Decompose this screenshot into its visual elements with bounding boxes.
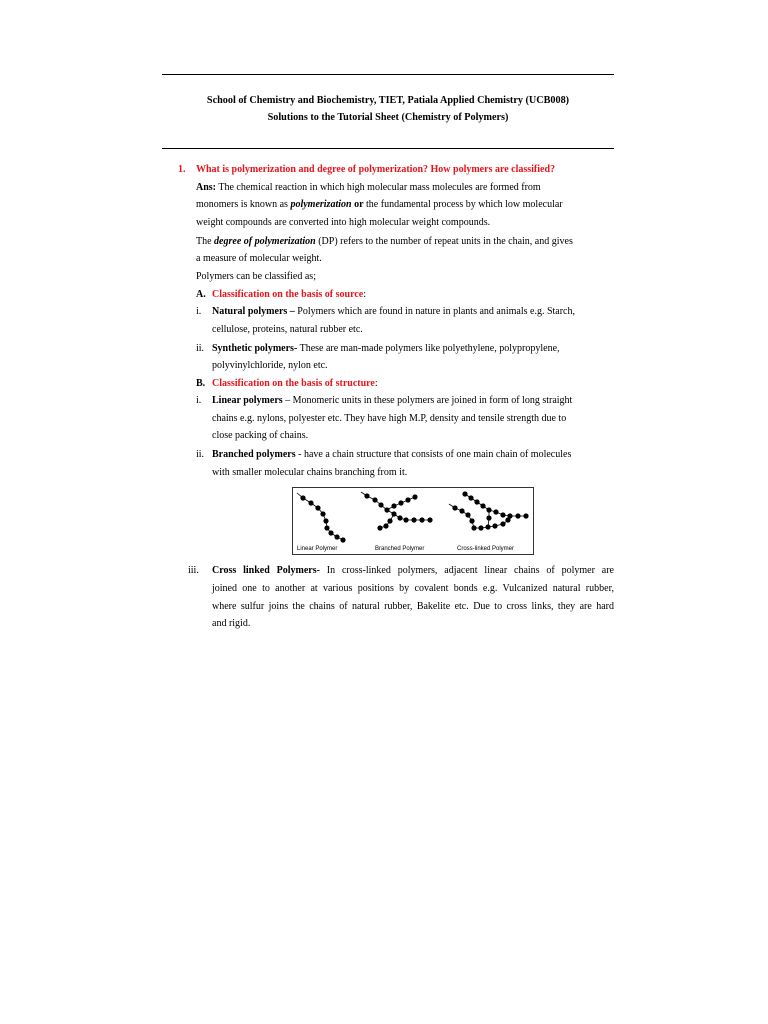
answer-text-1: The chemical reaction in which high molecular mass molecules are formed from — [216, 182, 541, 193]
section-b-label: B. — [196, 378, 206, 389]
b-i-line-2: chains e.g. nylons, polyester etc. They have high M.P, density and tensile strength due to — [212, 413, 567, 424]
question-text: What is polymerization and degree of polymerization? How polymers are classified? — [196, 164, 556, 175]
header-bottom-rule — [162, 148, 614, 149]
answer-text-2a: monomers is known as — [196, 199, 291, 210]
answer-text-2d: the fundamental process by which low molecular — [363, 199, 563, 210]
monomer-unit — [500, 521, 505, 526]
answer-line-1 — [196, 182, 541, 194]
b-ii-line-1 — [212, 449, 571, 461]
term-cross-linked-polymers: Cross linked Polymers- — [212, 565, 320, 576]
monomer-unit — [384, 507, 389, 512]
top-rule — [162, 74, 614, 75]
monomer-units — [300, 491, 528, 542]
b-i-line-3: close packing of chains. — [212, 430, 309, 441]
b-i-text-1: – Monomeric units in these polymers are joined in form of long straight — [282, 395, 573, 406]
section-a-label: A. — [196, 289, 206, 300]
a-ii-line-1 — [212, 343, 560, 355]
monomer-unit — [515, 513, 520, 518]
question-number: 1. — [178, 164, 186, 175]
b-ii-line-2: with smaller molecular chains branching from it. — [212, 467, 408, 478]
monomer-unit — [405, 497, 410, 502]
monomer-unit — [469, 518, 474, 523]
section-b-title: Classification on the basis of structure — [212, 378, 375, 389]
b-iii-text-1: In cross-linked polymers, adjacent linear chains of polymer are — [319, 565, 614, 576]
section-b-heading — [212, 378, 378, 390]
monomer-unit — [412, 494, 417, 499]
section-b-colon: : — [374, 378, 378, 389]
monomer-unit — [377, 525, 382, 530]
monomer-unit — [411, 517, 416, 522]
answer-line-2 — [196, 199, 563, 211]
monomer-unit — [323, 518, 328, 523]
caption-linear-polymer: Linear Polymer — [297, 546, 338, 552]
b-iii-line-3: where sulfur joins the chains of natural rubber, Bakelite etc. Due to cross links, they are hard — [212, 601, 614, 612]
dp-line-1 — [196, 236, 573, 248]
b-iii-line-1 — [212, 565, 614, 577]
term-degree-of-polymerization: degree of polymerization — [214, 236, 316, 247]
term-polymerization: polymerization — [290, 199, 352, 210]
dp-text-a: The — [196, 236, 215, 247]
monomer-unit — [328, 530, 333, 535]
a-i-text-1: Polymers which are found in nature in plants and animals e.g. Starch, — [294, 306, 575, 317]
monomer-unit — [523, 513, 528, 518]
monomer-unit — [500, 512, 505, 517]
section-a-title: Classification on the basis of source — [212, 289, 364, 300]
section-a-colon: : — [363, 289, 366, 300]
caption-branched-polymer: Branched Polymer — [375, 546, 425, 552]
monomer-unit — [468, 495, 473, 500]
b-iii-line-2: joined one to another at various positions by covalent bonds e.g. Vulcanized natural rubber, — [212, 583, 614, 594]
a-i-number: i. — [196, 306, 202, 317]
monomer-unit — [315, 505, 320, 510]
monomer-unit — [398, 500, 403, 505]
monomer-unit — [486, 507, 491, 512]
caption-cross-linked-polymer: Cross-linked Polymer — [457, 546, 515, 552]
monomer-unit — [485, 524, 490, 529]
a-ii-number: ii. — [196, 343, 205, 354]
classified-line: Polymers can be classified as; — [196, 271, 316, 282]
answer-label: Ans: — [196, 182, 217, 193]
b-ii-number: ii. — [196, 449, 205, 460]
monomer-unit — [387, 518, 392, 523]
monomer-unit — [419, 517, 424, 522]
term-branched-polymers: Branched polymers — [212, 449, 296, 460]
monomer-unit — [383, 523, 388, 528]
dp-line-2: a measure of molecular weight. — [196, 253, 322, 264]
monomer-unit — [505, 517, 510, 522]
monomer-unit — [372, 497, 377, 502]
header-line-1: School of Chemistry and Biochemistry, TIET, Patiala Applied Chemistry (UCB008) — [206, 95, 570, 106]
term-linear-polymers: Linear polymers — [212, 395, 283, 406]
term-natural-polymers: Natural polymers – — [212, 306, 295, 317]
bond-lines — [303, 494, 526, 540]
a-ii-text-1: These are man-made polymers like polyethylene, polypropylene, — [297, 343, 560, 354]
term-synthetic-polymers: Synthetic polymers- — [212, 343, 298, 354]
monomer-unit — [391, 503, 396, 508]
monomer-unit — [397, 515, 402, 520]
monomer-unit — [340, 537, 345, 542]
monomer-unit — [459, 508, 464, 513]
a-i-line-1 — [212, 306, 575, 318]
monomer-unit — [324, 525, 329, 530]
a-ii-line-2: polyvinylchloride, nylon etc. — [212, 360, 328, 371]
monomer-unit — [391, 511, 396, 516]
b-i-line-1 — [212, 395, 572, 407]
monomer-unit — [320, 511, 325, 516]
b-i-number: i. — [196, 395, 202, 406]
monomer-unit — [427, 517, 432, 522]
monomer-unit — [478, 525, 483, 530]
monomer-unit — [474, 499, 479, 504]
monomer-unit — [480, 503, 485, 508]
polymer-structures-figure — [292, 487, 534, 555]
monomer-unit — [492, 523, 497, 528]
answer-or: or — [351, 199, 364, 210]
monomer-unit — [465, 512, 470, 517]
monomer-unit — [308, 500, 313, 505]
b-ii-text-1: - have a chain structure that consists of one main chain of molecules — [295, 449, 572, 460]
answer-line-3: weight compounds are converted into high molecular weight compounds. — [196, 217, 491, 228]
header-line-2: Solutions to the Tutorial Sheet (Chemistry of Polymers) — [267, 112, 509, 123]
section-a-heading — [212, 289, 366, 301]
monomer-unit — [378, 502, 383, 507]
monomer-unit — [486, 515, 491, 520]
monomer-unit — [471, 525, 476, 530]
monomer-unit — [462, 491, 467, 496]
monomer-unit — [493, 509, 498, 514]
a-i-line-2: cellulose, proteins, natural rubber etc. — [212, 324, 363, 335]
polymer-structures-diagram — [293, 488, 533, 554]
b-iii-line-4: and rigid. — [212, 618, 251, 629]
monomer-unit — [403, 517, 408, 522]
monomer-unit — [334, 534, 339, 539]
b-iii-number: iii. — [188, 565, 199, 576]
dp-text-c: (DP) refers to the number of repeat units in the chain, and gives — [315, 236, 573, 247]
